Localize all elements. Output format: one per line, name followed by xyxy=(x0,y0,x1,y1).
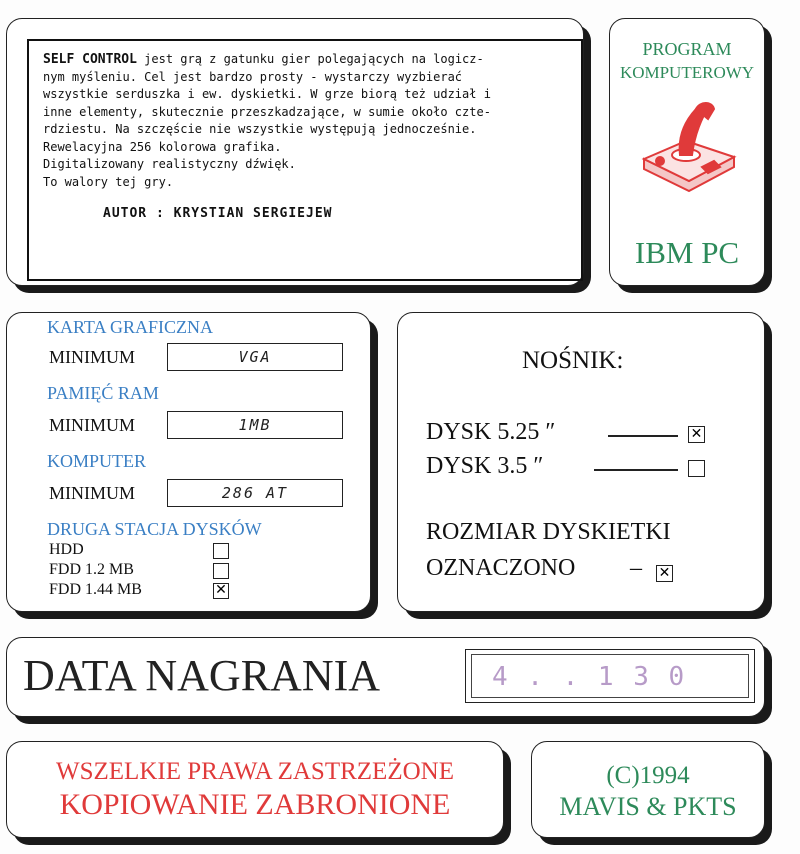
recording-date-field xyxy=(465,649,755,703)
description-frame xyxy=(27,39,583,281)
drive-fdd144-checkbox[interactable]: ✕ xyxy=(213,583,229,599)
drive-fdd12-checkbox[interactable] xyxy=(213,563,229,579)
joystick-icon xyxy=(634,97,744,197)
disk-35-line xyxy=(594,469,678,471)
platform-name: IBM PC xyxy=(634,235,740,270)
computer-program-label: KOMPUTEROWY xyxy=(619,63,755,82)
description-line: To walory tej gry. xyxy=(43,174,174,189)
rights-reserved: WSZELKIE PRAWA ZASTRZEŻONE xyxy=(56,758,454,785)
ram-label: PAMIĘĆ RAM xyxy=(47,383,159,403)
ram-field: 1MB xyxy=(167,411,343,439)
drive-hdd-label: HDD xyxy=(49,541,84,558)
description-line: wszystkie serduszka i ew. dyskietki. W grze biorą też udział i xyxy=(43,87,491,101)
disk-525-checkbox[interactable]: ✕ xyxy=(688,426,705,443)
description-line: Rewelacyjna 256 kolorowa grafika. xyxy=(43,139,282,154)
graphics-min-label: MINIMUM xyxy=(49,347,136,367)
graphics-card-field: VGA xyxy=(167,343,343,371)
description-line: jest grą z gatunku gier polegających na logicz- xyxy=(144,52,484,66)
description-panel xyxy=(6,18,584,286)
copy-prohibited: KOPIOWANIE ZABRONIONE xyxy=(59,788,451,821)
disk-35-label: DYSK 3.5 ″ xyxy=(426,453,544,479)
copyright-owner: MAVIS & PKTS xyxy=(559,792,737,821)
computer-field: 286 AT xyxy=(167,479,343,507)
computer-min-label: MINIMUM xyxy=(49,483,136,503)
second-drive-label: DRUGA STACJA DYSKÓW xyxy=(47,519,262,539)
graphics-card-label: KARTA GRAFICZNA xyxy=(47,317,213,337)
drive-hdd-checkbox[interactable] xyxy=(213,543,229,559)
recording-date-panel xyxy=(6,637,765,717)
drive-fdd12-label: FDD 1.2 MB xyxy=(49,561,134,578)
ram-min-label: MINIMUM xyxy=(49,415,136,435)
description-line: nym myśleniu. Cel jest bardzo prosty - wystarczy wyzbierać xyxy=(43,69,463,84)
game-title: SELF CONTROL xyxy=(43,52,137,67)
media-title: NOŚNIK: xyxy=(522,347,624,374)
platform-panel xyxy=(609,18,765,286)
media-panel xyxy=(397,312,765,612)
recording-date-stamp: 4 . . 1 3 0 xyxy=(492,662,687,692)
disk-35-checkbox[interactable] xyxy=(688,460,705,477)
description-line: Digitalizowany realistyczny dźwięk. xyxy=(43,157,296,171)
copyright-year: (C)1994 xyxy=(606,762,690,789)
drive-fdd144-label: FDD 1.44 MB xyxy=(49,581,142,598)
description-line: rdziestu. Na szczęście nie wszystkie występują jednocześnie. xyxy=(43,122,477,136)
disk-size-check-icon: ✕ xyxy=(656,565,673,582)
rights-panel xyxy=(6,741,504,838)
copyright-panel xyxy=(531,741,765,838)
disk-size-line2: OZNACZONO xyxy=(426,555,576,581)
program-label: PROGRAM xyxy=(642,39,732,59)
disk-size-line1: ROZMIAR DYSKIETKI xyxy=(426,519,671,545)
requirements-panel xyxy=(6,312,371,612)
description-line: inne elementy, skutecznie przeszkadzające, w sumie około czte- xyxy=(43,104,491,119)
disk-525-label: DYSK 5.25 ″ xyxy=(426,419,556,445)
author-line: AUTOR : KRYSTIAN SERGIEJEW xyxy=(103,206,333,221)
computer-label: KOMPUTER xyxy=(47,451,147,471)
recording-date-label: DATA NAGRANIA xyxy=(23,651,381,700)
disk-525-line xyxy=(608,435,678,437)
disk-size-dash: – xyxy=(630,555,642,581)
